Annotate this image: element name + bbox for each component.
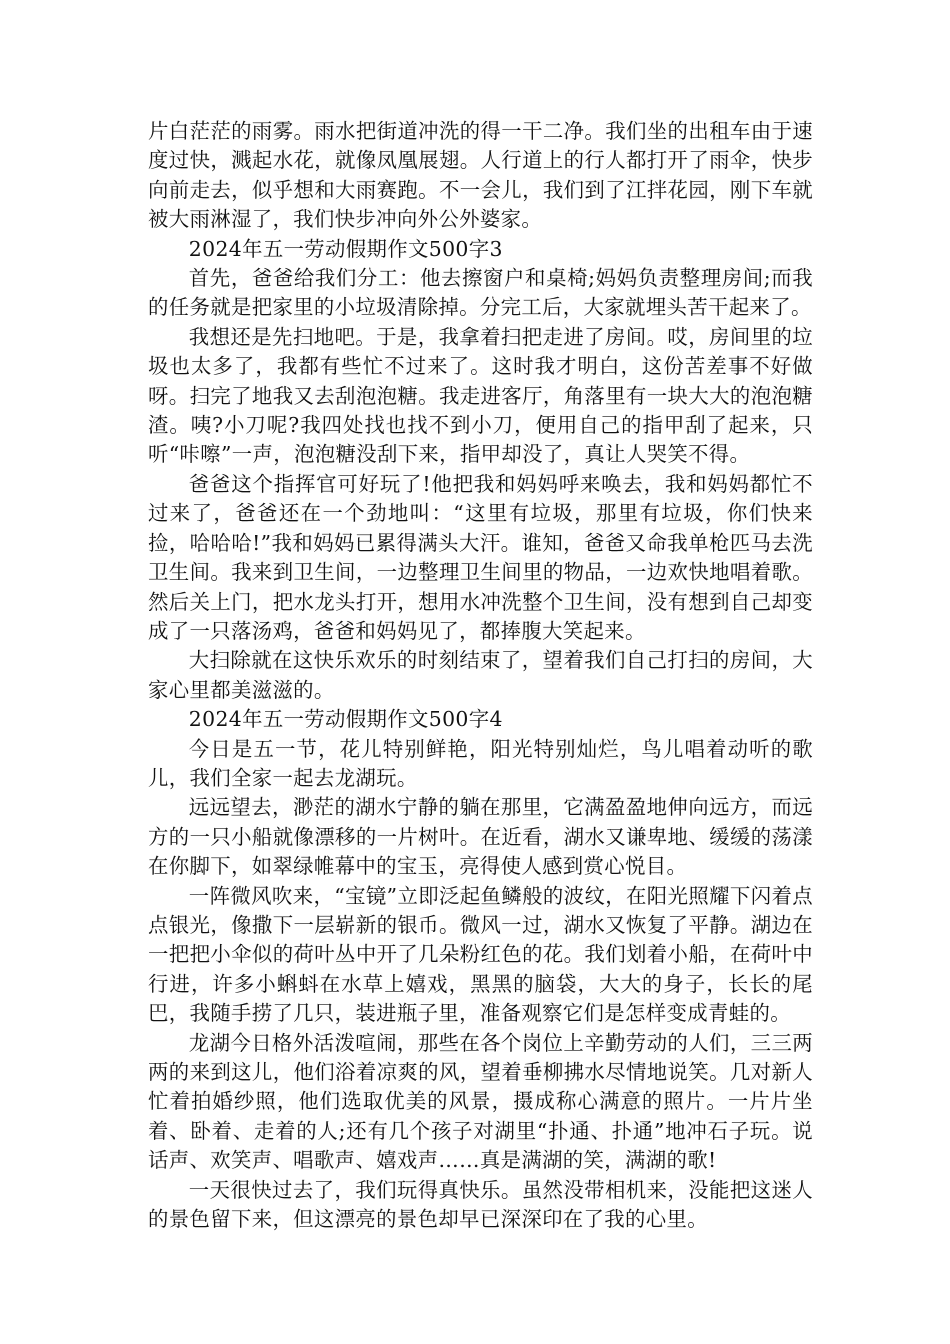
paragraph: 今日是五一节，花儿特别鲜艳，阳光特别灿烂，鸟儿唱着动听的歌儿，我们全家一起去龙湖玩。 [148, 736, 813, 790]
paragraph: 首先，爸爸给我们分工：他去擦窗户和桌椅;妈妈负责整理房间;而我的任务就是把家里的小垃圾清除掉。分完工后，大家就埋头苦干起来了。 [148, 266, 813, 320]
paragraph: 一天很快过去了，我们玩得真快乐。虽然没带相机来，没能把这迷人的景色留下来，但这漂亮的景色却早已深深印在了我的心里。 [148, 1177, 813, 1232]
paragraph: 大扫除就在这快乐欢乐的时刻结束了，望着我们自己打扫的房间，大家心里都美滋滋的。 [148, 648, 813, 702]
paragraph: 远远望去，渺茫的湖水宁静的躺在那里，它满盈盈地伸向远方，而远方的一只小船就像漂移的一片树叶。在近看，湖水又谦卑地、缓缓的荡漾在你脚下，如翠绿帷幕中的宝玉，亮得使人感到赏心悦目。 [148, 795, 813, 879]
paragraph: 一阵微风吹来，“宝镜”立即泛起鱼鳞般的波纹，在阳光照耀下闪着点点银光，像撒下一层崭新的银币。微风一过，湖水又恢复了平静。湖边在一把把小伞似的荷叶丛中开了几朵粉红色的花。我们划着小船，在荷叶中行进，许多小蝌蚪在水草上嬉戏，黑黑的脑袋，大大的身子，长长的尾巴，我随手捞了几只，装进瓶子里，准备观察它们是怎样变成青蛙的。 [148, 883, 813, 1026]
paragraph: 我想还是先扫地吧。于是，我拿着扫把走进了房间。哎，房间里的垃圾也太多了，我都有些忙不过来了。这时我才明白，这份苦差事不好做呀。扫完了地我又去刮泡泡糖。我走进客厅，角落里有一块大大的泡泡糖渣。咦?小刀呢?我四处找也找不到小刀，便用自己的指甲刮了起来，只听“咔嚓”一声，泡泡糖没刮下来，指甲却没了，真让人哭笑不得。 [148, 324, 813, 467]
paragraph: 爸爸这个指挥官可好玩了!他把我和妈妈呼来唤去，我和妈妈都忙不过来了，爸爸还在一个劲地叫：“这里有垃圾，那里有垃圾，你们快来捡，哈哈哈!”我和妈妈已累得满头大汗。谁知，爸爸又命我单枪匹马去洗卫生间。我来到卫生间，一边整理卫生间里的物品，一边欢快地唱着歌。然后关上门，把水龙头打开，想用水冲洗整个卫生间，没有想到自己却变成了一只落汤鸡，爸爸和妈妈见了，都捧腹大笑起来。 [148, 471, 813, 643]
document-body [148, 117, 813, 1234]
section-heading: 2024年五一劳动假期作文500字4 [188, 707, 503, 732]
paragraph: 龙湖今日格外活泼喧闹，那些在各个岗位上辛勤劳动的人们，三三两两的来到这儿，他们浴着凉爽的风，望着垂柳拂水尽情地说笑。几对新人忙着拍婚纱照，他们选取优美的风景，摄成称心满意的照片。一片片坐着、卧着、走着的人;还有几个孩子对湖里“扑通、扑通”地冲石子玩。说话声、欢笑声、唱歌声、嬉戏声……真是满湖的笑，满湖的歌! [148, 1030, 813, 1173]
section-heading: 2024年五一劳动假期作文500字3 [188, 236, 503, 261]
paragraph: 片白茫茫的雨雾。雨水把街道冲洗的得一干二净。我们坐的出租车由于速度过快，溅起水花，就像凤凰展翅。人行道上的行人都打开了雨伞，快步向前走去，似乎想和大雨赛跑。不一会儿，我们到了江拌花园，刚下车就被大雨淋湿了，我们快步冲向外公外婆家。 [148, 119, 813, 232]
